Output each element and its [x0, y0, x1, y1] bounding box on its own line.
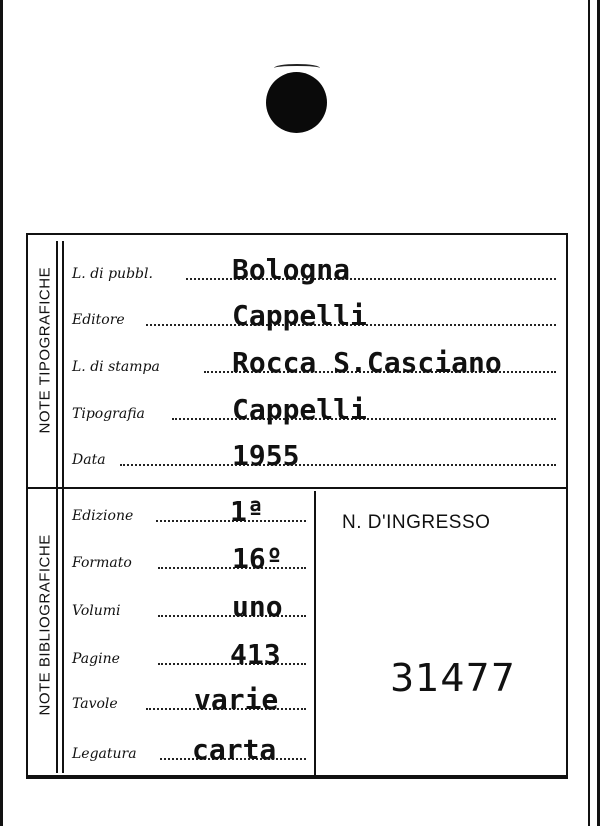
row-tavole	[0, 683, 312, 718]
row-luogo-stampa	[0, 346, 560, 381]
field-value: 16º	[232, 542, 283, 575]
row-luogo-pubblicazione	[0, 253, 560, 288]
field-label: Tavole	[72, 696, 118, 712]
field-value: uno	[232, 590, 283, 623]
field-label: Data	[72, 452, 106, 468]
field-value: 1955	[232, 439, 300, 472]
field-value: varie	[194, 683, 279, 716]
field-value: Bologna	[232, 253, 351, 286]
section-title-bibliographic: NOTE BIBLIOGRAFICHE	[36, 534, 54, 716]
ingresso-number: 31477	[390, 656, 516, 700]
field-value: carta	[192, 733, 277, 766]
field-label: Formato	[72, 555, 132, 571]
field-label: L. di stampa	[72, 359, 160, 375]
field-label: Volumi	[72, 603, 121, 619]
row-volumi	[0, 590, 312, 625]
row-editore	[0, 299, 560, 334]
field-value: 413	[230, 638, 281, 671]
field-label: Pagine	[72, 651, 120, 667]
row-pagine	[0, 638, 312, 673]
row-formato	[0, 542, 312, 577]
field-value: Cappelli	[232, 299, 367, 332]
section-title-typographic: NOTE TIPOGRAFICHE	[36, 266, 54, 434]
ingresso-divider	[314, 491, 316, 775]
field-label: Edizione	[72, 508, 134, 524]
field-label: Legatura	[72, 746, 137, 762]
section-divider	[26, 487, 568, 489]
punch-hole	[266, 72, 327, 133]
field-value: Cappelli	[232, 393, 367, 426]
row-edizione	[0, 495, 312, 530]
dotted-line	[120, 464, 556, 466]
hole-mark	[274, 64, 320, 72]
row-data	[0, 439, 560, 474]
field-label: L. di pubbl.	[72, 266, 153, 282]
row-tipografia	[0, 393, 560, 428]
ingresso-label: N. D'INGRESSO	[342, 512, 491, 533]
box-bottom-line	[26, 775, 568, 777]
card-right-edge	[588, 0, 590, 826]
card-right-edge-outer	[597, 0, 600, 826]
field-value: 1ª	[230, 495, 264, 528]
field-label: Tipografia	[72, 406, 145, 422]
row-legatura	[0, 733, 312, 768]
field-value: Rocca S.Casciano	[232, 346, 502, 379]
field-label: Editore	[72, 312, 125, 328]
